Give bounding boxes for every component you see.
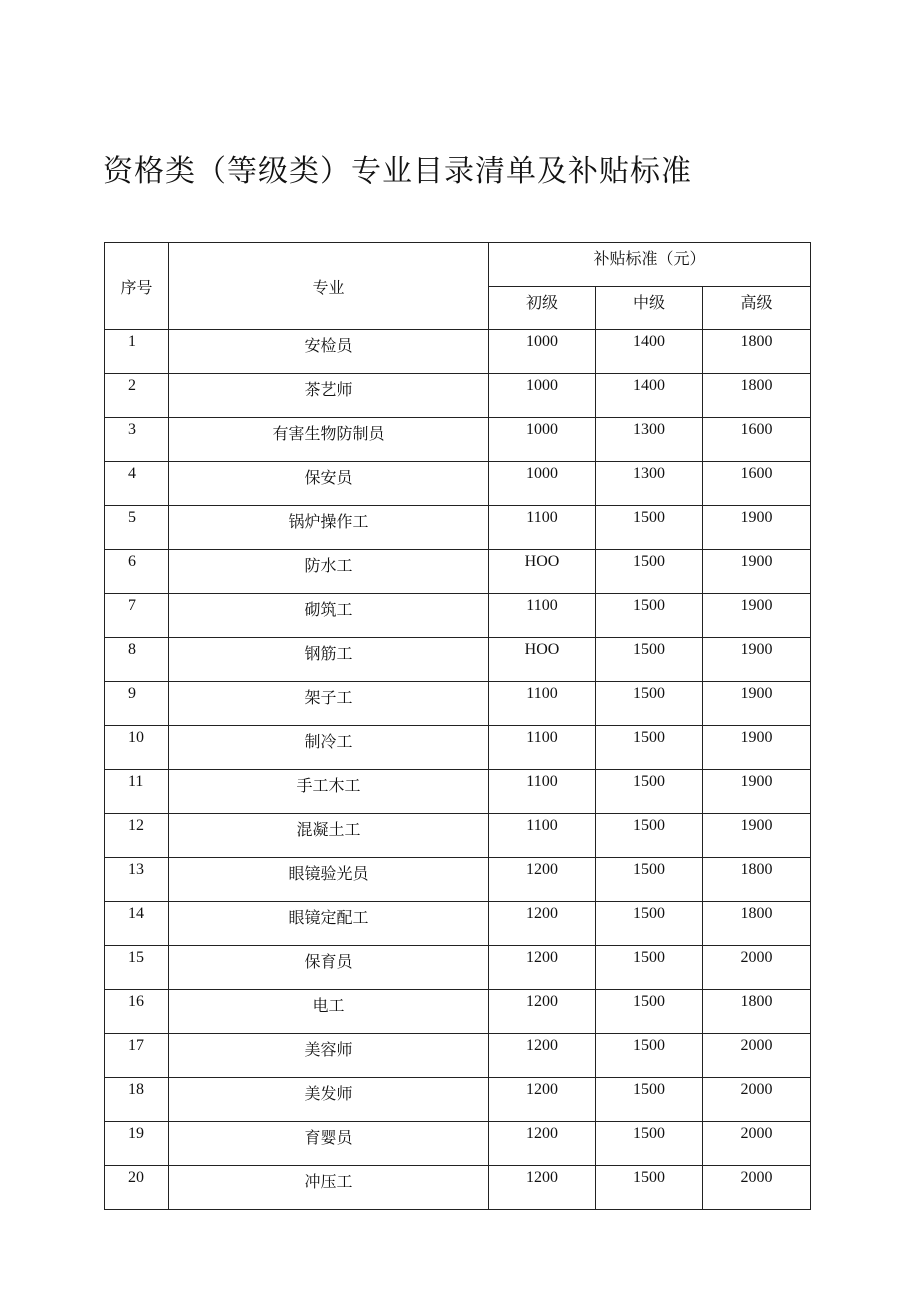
- cell-major: 茶艺师: [169, 374, 489, 418]
- table-row: [105, 330, 811, 374]
- cell-junior-subsidy: 1100: [489, 594, 596, 638]
- cell-major: 保安员: [169, 462, 489, 506]
- cell-junior-subsidy: 1200: [489, 946, 596, 990]
- cell-junior-subsidy: 1200: [489, 1034, 596, 1078]
- table-body: [105, 330, 811, 1210]
- cell-middle-subsidy: 1300: [596, 462, 703, 506]
- cell-junior-subsidy: 1100: [489, 770, 596, 814]
- cell-middle-subsidy: 1500: [596, 990, 703, 1034]
- cell-serial-number: 3: [105, 418, 169, 462]
- table-row: [105, 770, 811, 814]
- cell-middle-subsidy: 1500: [596, 550, 703, 594]
- cell-middle-subsidy: 1500: [596, 902, 703, 946]
- cell-senior-subsidy: 1900: [703, 594, 811, 638]
- cell-junior-subsidy: 1200: [489, 1166, 596, 1210]
- table-row: [105, 682, 811, 726]
- cell-senior-subsidy: 2000: [703, 1122, 811, 1166]
- cell-senior-subsidy: 2000: [703, 1166, 811, 1210]
- cell-serial-number: 18: [105, 1078, 169, 1122]
- cell-senior-subsidy: 1800: [703, 902, 811, 946]
- cell-major: 锅炉操作工: [169, 506, 489, 550]
- header-major: 专业: [169, 243, 489, 330]
- table-row: [105, 638, 811, 682]
- cell-middle-subsidy: 1500: [596, 1078, 703, 1122]
- cell-senior-subsidy: 1800: [703, 858, 811, 902]
- cell-middle-subsidy: 1500: [596, 1122, 703, 1166]
- table-row: [105, 990, 811, 1034]
- cell-junior-subsidy: 1100: [489, 682, 596, 726]
- table-row: [105, 1122, 811, 1166]
- cell-serial-number: 10: [105, 726, 169, 770]
- cell-major: 眼镜验光员: [169, 858, 489, 902]
- cell-senior-subsidy: 1900: [703, 682, 811, 726]
- header-middle: 中级: [596, 287, 703, 330]
- table-row: [105, 726, 811, 770]
- cell-major: 防水工: [169, 550, 489, 594]
- cell-middle-subsidy: 1500: [596, 638, 703, 682]
- cell-middle-subsidy: 1500: [596, 858, 703, 902]
- cell-senior-subsidy: 1900: [703, 506, 811, 550]
- cell-junior-subsidy: 1200: [489, 858, 596, 902]
- cell-middle-subsidy: 1500: [596, 594, 703, 638]
- cell-senior-subsidy: 1800: [703, 990, 811, 1034]
- cell-senior-subsidy: 1900: [703, 814, 811, 858]
- subsidy-table: [104, 242, 811, 1210]
- table-row: [105, 1166, 811, 1210]
- cell-middle-subsidy: 1400: [596, 330, 703, 374]
- cell-middle-subsidy: 1500: [596, 814, 703, 858]
- cell-junior-subsidy: 1000: [489, 374, 596, 418]
- cell-serial-number: 14: [105, 902, 169, 946]
- cell-serial-number: 7: [105, 594, 169, 638]
- cell-junior-subsidy: 1000: [489, 418, 596, 462]
- page-title: 资格类（等级类）专业目录清单及补贴标准: [103, 154, 692, 189]
- cell-major: 手工木工: [169, 770, 489, 814]
- cell-senior-subsidy: 1600: [703, 462, 811, 506]
- cell-junior-subsidy: 1000: [489, 330, 596, 374]
- cell-senior-subsidy: 1800: [703, 374, 811, 418]
- cell-serial-number: 1: [105, 330, 169, 374]
- cell-junior-subsidy: HOO: [489, 638, 596, 682]
- cell-serial-number: 12: [105, 814, 169, 858]
- cell-junior-subsidy: 1100: [489, 506, 596, 550]
- table-row: [105, 946, 811, 990]
- header-serial-number: 序号: [105, 243, 169, 330]
- header-subsidy-standard: 补贴标准（元）: [489, 243, 811, 287]
- cell-middle-subsidy: 1300: [596, 418, 703, 462]
- cell-serial-number: 6: [105, 550, 169, 594]
- cell-senior-subsidy: 1600: [703, 418, 811, 462]
- table-row: [105, 550, 811, 594]
- cell-junior-subsidy: 1100: [489, 814, 596, 858]
- cell-major: 混凝土工: [169, 814, 489, 858]
- cell-senior-subsidy: 2000: [703, 946, 811, 990]
- cell-serial-number: 8: [105, 638, 169, 682]
- cell-serial-number: 15: [105, 946, 169, 990]
- cell-major: 电工: [169, 990, 489, 1034]
- table-row: [105, 902, 811, 946]
- cell-middle-subsidy: 1500: [596, 726, 703, 770]
- cell-middle-subsidy: 1500: [596, 1034, 703, 1078]
- cell-senior-subsidy: 2000: [703, 1078, 811, 1122]
- cell-serial-number: 13: [105, 858, 169, 902]
- cell-serial-number: 2: [105, 374, 169, 418]
- cell-junior-subsidy: 1200: [489, 1122, 596, 1166]
- cell-senior-subsidy: 1900: [703, 726, 811, 770]
- cell-middle-subsidy: 1500: [596, 1166, 703, 1210]
- cell-senior-subsidy: 2000: [703, 1034, 811, 1078]
- cell-junior-subsidy: 1200: [489, 990, 596, 1034]
- header-junior: 初级: [489, 287, 596, 330]
- table-row: [105, 594, 811, 638]
- cell-junior-subsidy: 1100: [489, 726, 596, 770]
- cell-major: 有害生物防制员: [169, 418, 489, 462]
- table-row: [105, 1078, 811, 1122]
- cell-senior-subsidy: 1800: [703, 330, 811, 374]
- table-row: [105, 1034, 811, 1078]
- cell-major: 冲压工: [169, 1166, 489, 1210]
- cell-major: 安检员: [169, 330, 489, 374]
- cell-serial-number: 4: [105, 462, 169, 506]
- cell-junior-subsidy: HOO: [489, 550, 596, 594]
- cell-major: 育婴员: [169, 1122, 489, 1166]
- cell-serial-number: 11: [105, 770, 169, 814]
- cell-serial-number: 17: [105, 1034, 169, 1078]
- cell-major: 美发师: [169, 1078, 489, 1122]
- cell-junior-subsidy: 1200: [489, 902, 596, 946]
- cell-serial-number: 19: [105, 1122, 169, 1166]
- table-row: [105, 374, 811, 418]
- cell-senior-subsidy: 1900: [703, 770, 811, 814]
- header-senior: 高级: [703, 287, 811, 330]
- cell-major: 保育员: [169, 946, 489, 990]
- table-row: [105, 858, 811, 902]
- cell-serial-number: 9: [105, 682, 169, 726]
- cell-major: 钢筋工: [169, 638, 489, 682]
- cell-middle-subsidy: 1400: [596, 374, 703, 418]
- cell-major: 制冷工: [169, 726, 489, 770]
- cell-middle-subsidy: 1500: [596, 506, 703, 550]
- table-row: [105, 462, 811, 506]
- cell-major: 砌筑工: [169, 594, 489, 638]
- cell-major: 眼镜定配工: [169, 902, 489, 946]
- cell-serial-number: 5: [105, 506, 169, 550]
- table-row: [105, 418, 811, 462]
- cell-senior-subsidy: 1900: [703, 550, 811, 594]
- table-row: [105, 814, 811, 858]
- cell-junior-subsidy: 1200: [489, 1078, 596, 1122]
- cell-serial-number: 16: [105, 990, 169, 1034]
- cell-serial-number: 20: [105, 1166, 169, 1210]
- cell-major: 美容师: [169, 1034, 489, 1078]
- cell-middle-subsidy: 1500: [596, 682, 703, 726]
- cell-major: 架子工: [169, 682, 489, 726]
- cell-junior-subsidy: 1000: [489, 462, 596, 506]
- cell-senior-subsidy: 1900: [703, 638, 811, 682]
- table-row: [105, 506, 811, 550]
- cell-middle-subsidy: 1500: [596, 770, 703, 814]
- cell-middle-subsidy: 1500: [596, 946, 703, 990]
